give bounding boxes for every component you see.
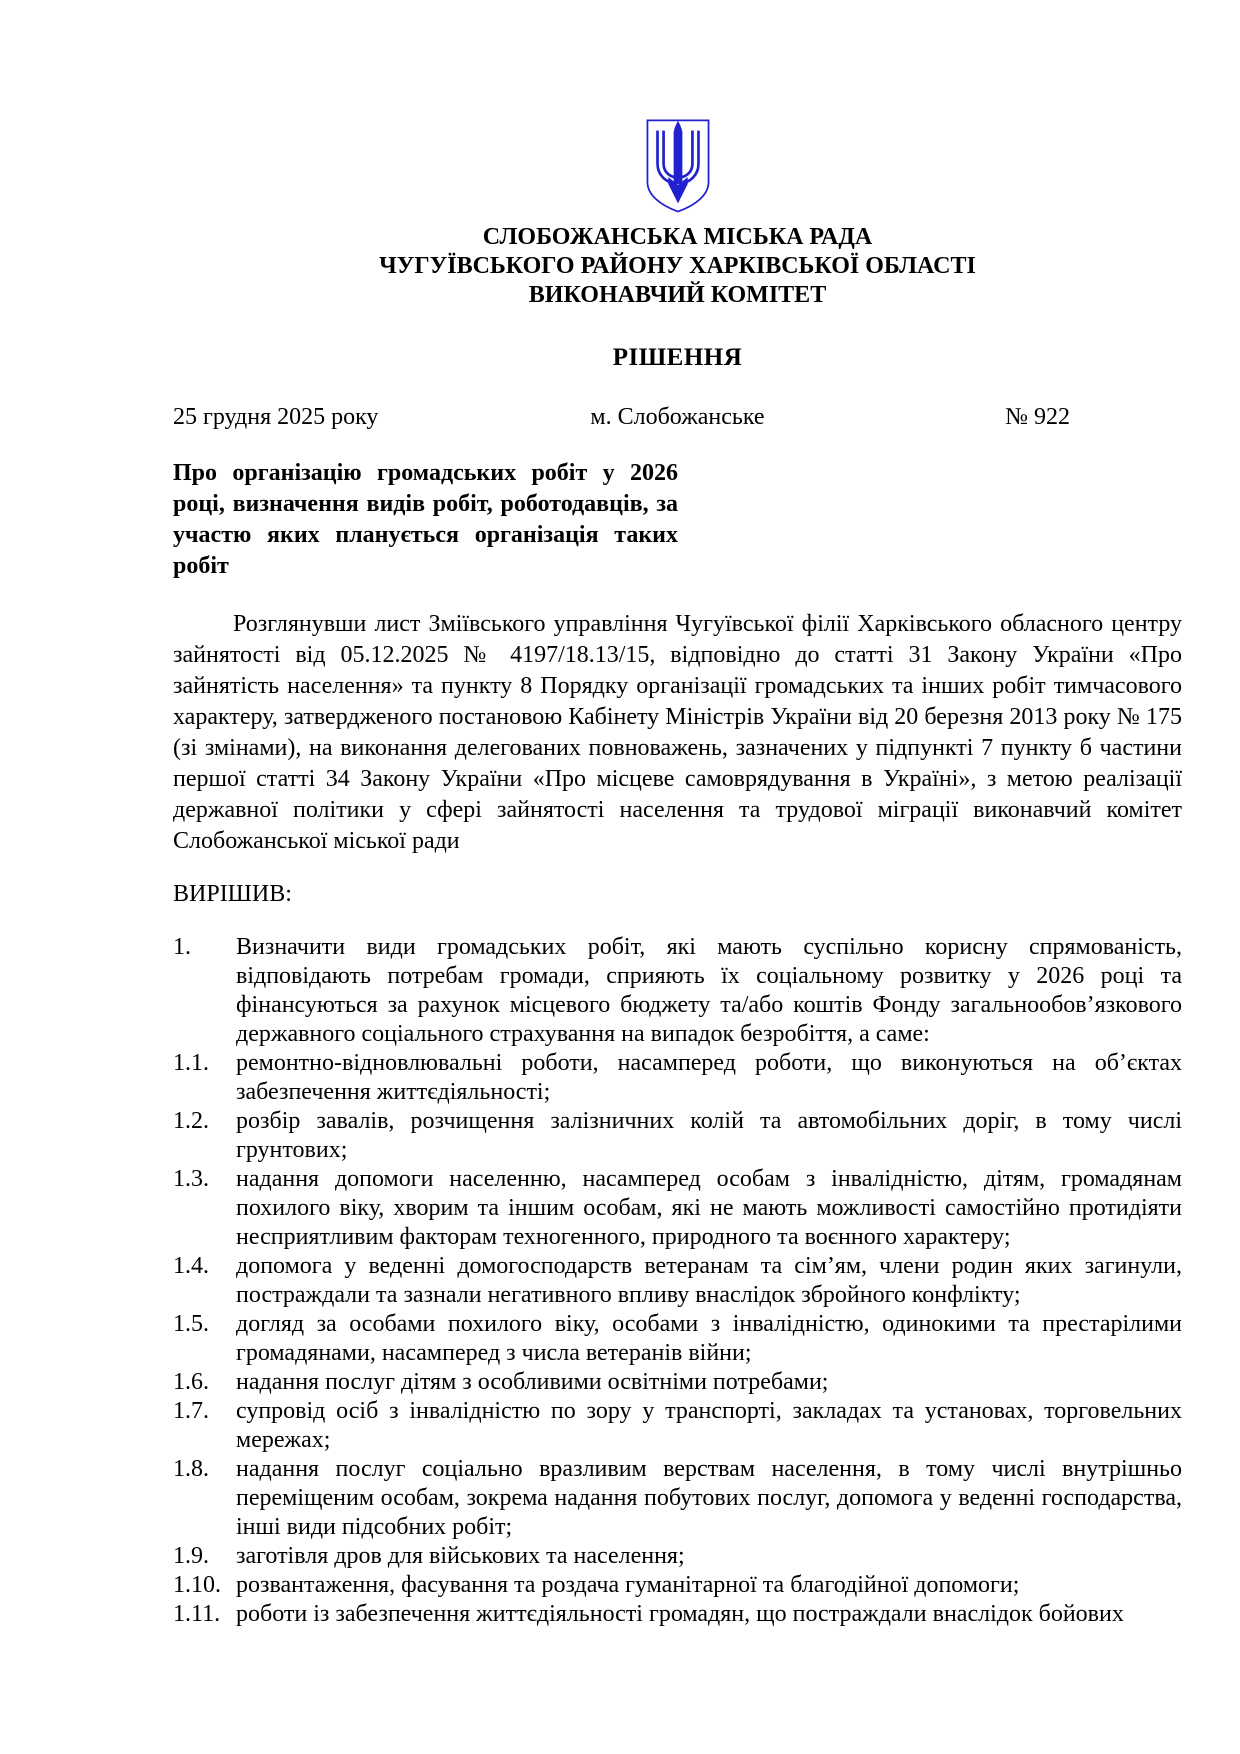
item-text: надання послуг соціально вразливим верствам населення, в тому числі внутрішньо переміщеним особам, зокрема надання побутових послуг, допомога у веденні господарства, інші види підсобних робіт; [236,1456,1182,1540]
document-subject: Про організацію громадських робіт у 2026 році, визначення видів робіт, роботодавців, за участю яких планується організація таких робіт [173,460,678,579]
item-number: 1.3. [173,1166,209,1192]
org-name-line1: СЛОБОЖАНСЬКА МІСЬКА РАДА [482,224,873,250]
list-item [173,1107,1182,1165]
item-number: 1.5. [173,1311,209,1337]
list-item [173,1542,1182,1571]
item-text: надання допомоги населенню, насамперед особам з інвалідністю, дітям, громадянам похилого віку, хворим та іншим особам, які не мають можливості самостійно протидіяти несприятливим факторам техногенного, природного та воєнного характеру; [236,1166,1182,1250]
item-number: 1.9. [173,1543,209,1569]
item-text: ремонтно-відновлювальні роботи, насамперед роботи, що виконуються на об’єктах забезпечення життєдіяльності; [236,1050,1182,1105]
item-number: 1.2. [173,1108,209,1134]
item-text: допомога у веденні домогосподарств ветеранам та сім’ям, члени родин яких загинули, постраждали та зазнали негативного впливу внаслідок збройного конфлікту; [236,1253,1182,1308]
item-text: роботи із забезпечення життєдіяльності громадян, що постраждали внаслідок бойових [236,1601,1124,1627]
item-number: 1.4. [173,1253,209,1279]
list-item [173,1571,1182,1600]
item-number: 1.7. [173,1398,209,1424]
document-header [173,118,1182,373]
items-list [173,933,1182,1629]
list-item [173,1165,1182,1252]
resolved-label: ВИРІШИВ: [173,881,292,907]
item-text: супровід осіб з інвалідністю по зору у транспорті, закладах та установах, торговельних мережах; [236,1398,1182,1453]
list-item [173,933,1182,1049]
item-text: догляд за особами похилого віку, особами з інвалідністю, одинокими та престарілими громадянами, насамперед з числа ветеранів війни; [236,1311,1182,1366]
item-text: розбір завалів, розчищення залізничних колій та автомобільних доріг, в тому числі грунтових; [236,1108,1182,1163]
document-number: № 922 [1005,404,1070,430]
meta-row [173,402,1182,433]
list-item [173,1310,1182,1368]
list-item [173,1368,1182,1397]
emblem-container [173,118,1182,215]
list-item [173,1252,1182,1310]
list-item [173,1455,1182,1542]
item-text: заготівля дров для військових та населення; [236,1543,685,1569]
org-name-line2: ЧУГУЇВСЬКОГО РАЙОНУ ХАРКІВСЬКОЇ ОБЛАСТІ [379,253,976,279]
list-item [173,1397,1182,1455]
item-number: 1. [173,934,191,960]
item-text: розвантаження, фасування та роздача гуманітарної та благодійної допомоги; [236,1572,1020,1598]
item-number: 1.1. [173,1050,209,1076]
ukraine-trident-icon [645,118,711,215]
item-number: 1.6. [173,1369,209,1395]
list-item [173,1600,1182,1629]
document-type-title: РІШЕННЯ [612,344,743,371]
item-number: 1.10. [173,1572,221,1598]
item-text: надання послуг дітям з особливими освітніми потребами; [236,1369,829,1395]
list-item [173,1049,1182,1107]
document-date: 25 грудня 2025 року [173,404,379,430]
preamble-paragraph: Розглянувши лист Зміївського управління Чугуївської філії Харківського обласного центру зайнятості від 05.12.2025 № 4197/18.13/15, відповідно до статті 31 Закону України «Про зайнятість населення» та пункту 8 Порядку організації громадських та інших робіт тимчасового характеру, затвердженого постановою Кабінету Міністрів України від 20 березня 2013 року № 175 (зі змінами), на виконання делегованих повноважень, зазначених у підпункті 7 пункту б частини першої статті 34 Закону України «Про місцеве самоврядування в Україні», з метою реалізації державної політики у сфері зайнятості населення та трудової міграції виконавчий комітет Слобожанської міської ради [173,611,1182,854]
item-text: Визначити види громадських робіт, які мають суспільно корисну спрямованість, відповідають потребам громади, сприяють їх соціальному розвитку у 2026 році та фінансуються за рахунок місцевого бюджету та/або коштів Фонду загальнообов’язкового державного соціального страхування на випадок безробіття, а саме: [236,934,1182,1047]
item-number: 1.8. [173,1456,209,1482]
item-number: 1.11. [173,1601,221,1627]
document-place: м. Слобожанське [590,404,765,430]
org-name-line3: ВИКОНАВЧИЙ КОМІТЕТ [528,282,827,308]
